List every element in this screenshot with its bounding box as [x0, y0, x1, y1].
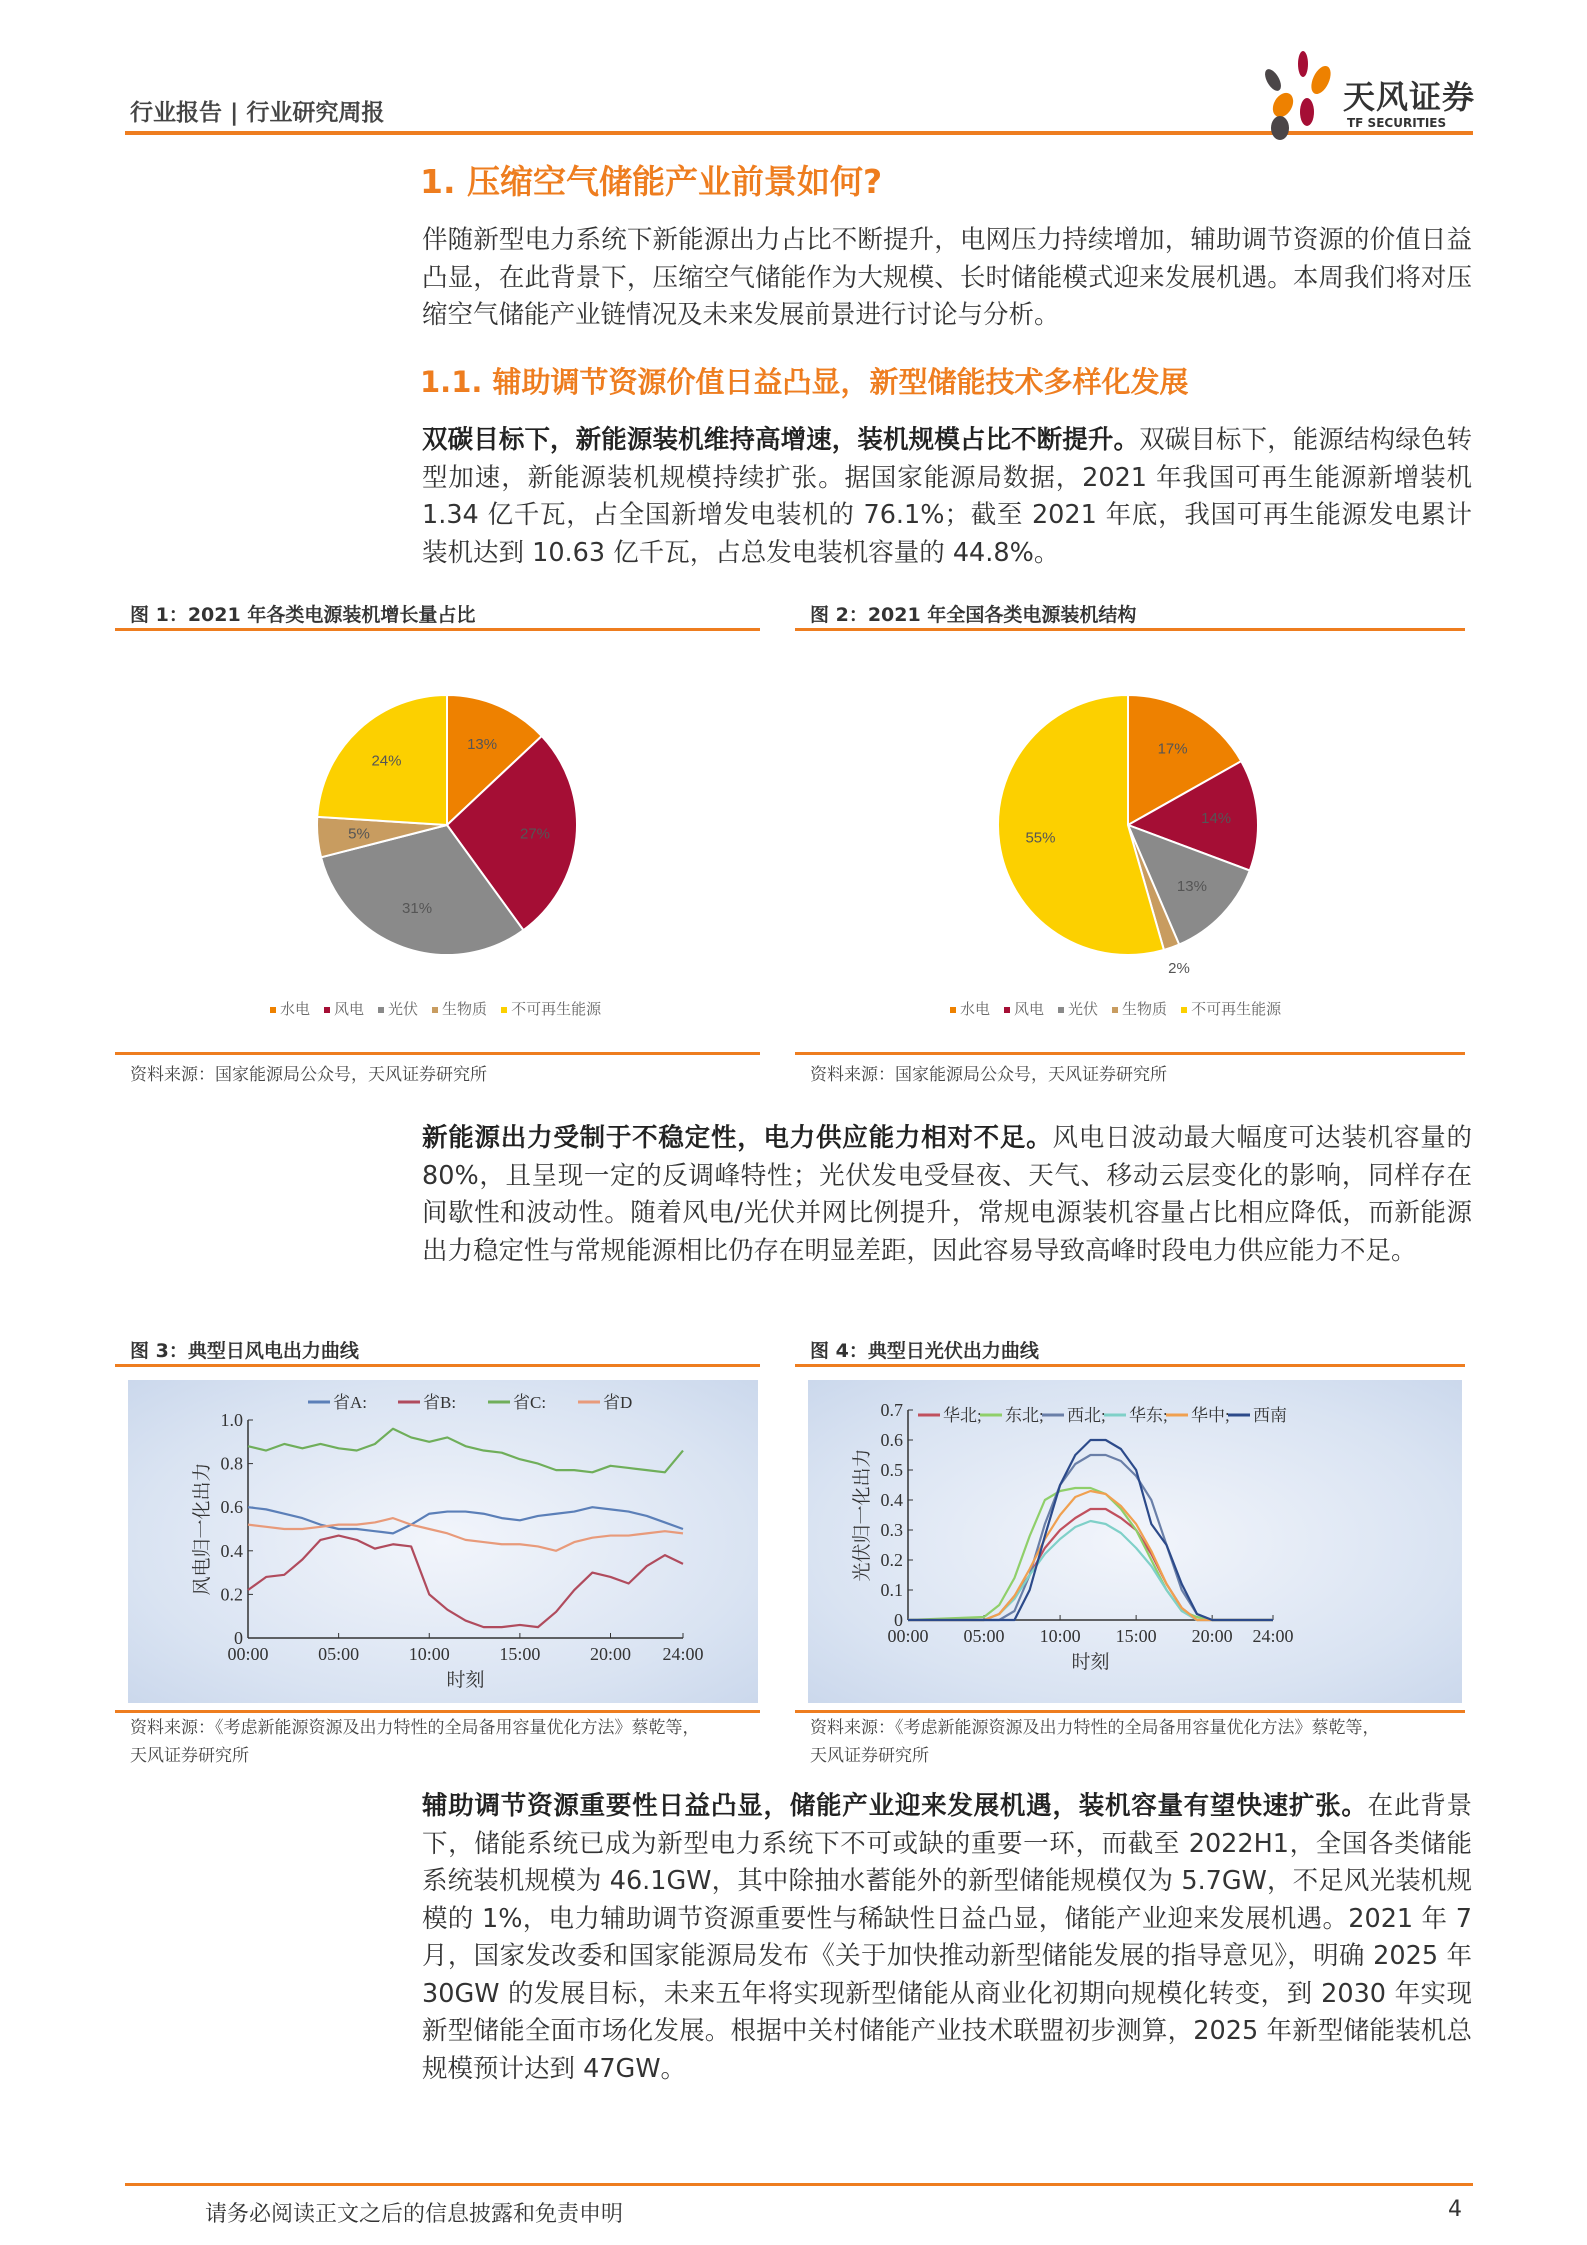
pie-data-label: 5%: [348, 825, 370, 843]
pie-data-label: 24%: [371, 752, 402, 770]
legend-label: 西南: [1253, 1406, 1287, 1425]
source-line-2: 天风证券研究所: [130, 1746, 249, 1766]
pie-data-label: 17%: [1157, 740, 1188, 758]
pie-data-label: 55%: [1025, 829, 1056, 847]
figure1-source: 资料来源：国家能源局公众号，天风证券研究所: [130, 1065, 487, 1085]
legend-swatch: [324, 1007, 330, 1013]
y-tick-label: 1.0: [220, 1410, 243, 1430]
x-tick-label: 05:00: [963, 1626, 1005, 1646]
figure1-pie-chart: [115, 640, 760, 1040]
source-line-2: 天风证券研究所: [810, 1746, 929, 1766]
y-tick-label: 0.8: [220, 1453, 243, 1474]
x-tick-label: 15:00: [499, 1644, 541, 1664]
figure1-top-rule: [115, 628, 760, 631]
figure2-pie-chart: [795, 640, 1465, 1040]
legend-item: 生物质: [432, 998, 487, 1019]
y-tick-label: 0: [234, 1628, 243, 1648]
pie-data-label: 14%: [1201, 810, 1232, 828]
x-tick-label: 05:00: [318, 1644, 360, 1664]
source-line-1: 资料来源：《考虑新能源资源及出力特性的全局备用容量优化方法》蔡乾等，: [810, 1718, 1380, 1738]
y-tick-label: 0.3: [880, 1520, 903, 1540]
x-tick-label: 24:00: [1252, 1626, 1294, 1646]
series-line-华中: [908, 1491, 1273, 1620]
legend-label: 华东;: [1129, 1406, 1168, 1425]
figure4-title: 图 4：典型日光伏出力曲线: [810, 1340, 1039, 1362]
series-line-东北: [908, 1488, 1273, 1620]
legend-label: 省C:: [513, 1393, 547, 1412]
page-number: 4: [1448, 2197, 1462, 2222]
paragraph-body: 双碳目标下，能源结构绿色转型加速，新能源装机规模持续扩张。据国家能源局数据，2021 年我国可再生能源新增装机 1.34 亿千瓦，占全国新增发电装机的 76.1%；截至 2021 年底，我国可再生能源发电累计装机达到 10.63 亿千瓦，占总发电装机容量的 44.8%。: [422, 425, 1472, 568]
series-line-西南: [908, 1440, 1273, 1620]
x-axis-label: 时刻: [1071, 1652, 1110, 1673]
figure3-top-rule: [115, 1364, 760, 1367]
legend-label: 省D: [603, 1393, 633, 1412]
x-tick-label: 00:00: [887, 1626, 929, 1646]
paragraph-storage: [422, 1788, 1472, 2088]
legend-item: 风电: [324, 998, 364, 1019]
figure4-line-chart: [808, 1380, 1462, 1703]
legend-item: 光伏: [378, 998, 418, 1019]
company-logo: [1255, 50, 1475, 140]
figure4-bottom-rule: [795, 1710, 1465, 1713]
figure2-title: 图 2：2021 年全国各类电源装机结构: [810, 604, 1137, 626]
x-tick-label: 00:00: [227, 1644, 269, 1664]
x-axis-label: 时刻: [446, 1670, 485, 1691]
legend-swatch: [1058, 1007, 1064, 1013]
figure1-title: 图 1：2021 年各类电源装机增长量占比: [130, 604, 476, 626]
logo-petals-icon: [1255, 50, 1340, 140]
legend-item: 生物质: [1112, 998, 1167, 1019]
legend-item: 不可再生能源: [501, 998, 601, 1019]
figure1-bottom-rule: [115, 1052, 760, 1055]
figure2-bottom-rule: [795, 1052, 1465, 1055]
figure2-source: 资料来源：国家能源局公众号，天风证券研究所: [810, 1065, 1167, 1085]
y-axis-label: 光伏归一化出力: [852, 1448, 873, 1582]
legend-swatch: [270, 1007, 276, 1013]
legend-label: 东北;: [1005, 1406, 1044, 1425]
paragraph-lead: 辅助调节资源重要性日益凸显，储能产业迎来发展机遇，装机容量有望快速扩张。: [422, 1791, 1368, 1821]
figure2-legend: [950, 998, 1281, 1019]
legend-label: 华北;: [943, 1406, 982, 1425]
legend-swatch: [432, 1007, 438, 1013]
subsection-heading: 1.1. 辅助调节资源价值日益凸显，新型储能技术多样化发展: [420, 365, 1189, 399]
series-line-华北: [908, 1509, 1273, 1620]
paragraph-instability: [422, 1120, 1472, 1270]
legend-swatch: [501, 1007, 507, 1013]
figure4-source: [810, 1714, 1380, 1770]
legend-label: 省B:: [423, 1393, 457, 1412]
legend-swatch: [378, 1007, 384, 1013]
x-tick-label: 15:00: [1115, 1626, 1157, 1646]
y-tick-label: 0.5: [880, 1460, 903, 1480]
y-tick-label: 0.4: [880, 1490, 903, 1510]
legend-item: 风电: [1004, 998, 1044, 1019]
legend-swatch: [1181, 1007, 1187, 1013]
legend-item: 光伏: [1058, 998, 1098, 1019]
footer-disclaimer: 请务必阅读正文之后的信息披露和免责申明: [205, 2202, 624, 2227]
paragraph-capacity: [422, 422, 1472, 572]
legend-swatch: [1004, 1007, 1010, 1013]
figure2-top-rule: [795, 628, 1465, 631]
pie-data-label: 13%: [1176, 878, 1207, 896]
y-tick-label: 0.6: [220, 1497, 243, 1518]
x-tick-label: 20:00: [1191, 1626, 1233, 1646]
legend-swatch: [950, 1007, 956, 1013]
legend-label: 华中;: [1191, 1406, 1230, 1425]
legend-label: 省A:: [333, 1393, 367, 1412]
figure1-legend: [270, 998, 601, 1019]
legend-item: 不可再生能源: [1181, 998, 1281, 1019]
legend-swatch: [1112, 1007, 1118, 1013]
paragraph-lead: 新能源出力受制于不稳定性，电力供应能力相对不足。: [422, 1123, 1053, 1153]
report-category: 行业报告 | 行业研究周报: [130, 100, 385, 126]
figure3-source: [130, 1714, 700, 1770]
series-line-省A: [248, 1507, 683, 1533]
logo-text-cn: 天风证券: [1343, 78, 1476, 116]
paragraph-body: 在此背景下，储能系统已成为新型电力系统下不可或缺的重要一环，而截至 2022H1，全国各类储能系统装机规模为 46.1GW，其中除抽水蓄能外的新型储能规模仅为 5.7GW，不足风光装机规模的 1%，电力辅助调节资源重要性与稀缺性日益凸显，储能产业迎来发展机遇。2021 年 7 月，国家发改委和国家能源局发布《关于加快推动新型储能发展的指导意见》，明确 2025 年 30GW 的发展目标，未来五年将实现新型储能从商业化初期向规模化转变，到 2030 年实现新型储能全面市场化发展。根据中关村储能产业技术联盟初步测算，2025 年新型储能装机总规模预计达到 47GW。: [422, 1791, 1472, 2084]
x-tick-label: 10:00: [1039, 1626, 1081, 1646]
legend-item: 水电: [270, 998, 310, 1019]
paragraph-body: 风电日波动最大幅度可达装机容量的 80%，且呈现一定的反调峰特性；光伏发电受昼夜、天气、移动云层变化的影响，同样存在间歇性和波动性。随着风电/光伏并网比例提升，常规电源装机容量占比相应降低，而新能源出力稳定性与常规能源相比仍存在明显差距，因此容易导致高峰时段电力供应能力不足。: [422, 1123, 1472, 1266]
series-line-省B: [248, 1536, 683, 1628]
legend-item: 水电: [950, 998, 990, 1019]
pie-data-label: 31%: [402, 900, 433, 918]
series-line-省C: [248, 1429, 683, 1473]
figure3-bottom-rule: [115, 1710, 760, 1713]
x-tick-label: 24:00: [662, 1644, 704, 1664]
figure4-top-rule: [795, 1364, 1465, 1367]
logo-text-en: TF SECURITIES: [1347, 116, 1447, 130]
section-heading: 1. 压缩空气储能产业前景如何?: [420, 162, 883, 201]
y-tick-label: 0.6: [880, 1430, 903, 1450]
y-tick-label: 0.1: [880, 1580, 903, 1600]
source-line-1: 资料来源：《考虑新能源资源及出力特性的全局备用容量优化方法》蔡乾等，: [130, 1718, 700, 1738]
y-axis-label: 风电归一化出力: [192, 1462, 213, 1596]
y-tick-label: 0.2: [220, 1584, 243, 1605]
pie-data-label: 13%: [467, 735, 498, 753]
y-tick-label: 0.4: [220, 1540, 243, 1561]
x-tick-label: 20:00: [589, 1644, 632, 1664]
y-tick-label: 0.7: [880, 1400, 903, 1420]
series-line-华东: [908, 1521, 1273, 1620]
intro-paragraph: 伴随新型电力系统下新能源出力占比不断提升，电网压力持续增加，辅助调节资源的价值日益凸显，在此背景下，压缩空气储能作为大规模、长时储能模式迎来发展机遇。本周我们将对压缩空气储能产业链情况及未来发展前景进行讨论与分析。: [422, 225, 1472, 330]
pie-data-label: 2%: [1168, 960, 1190, 978]
figure3-line-chart: [128, 1380, 758, 1703]
y-tick-label: 0.2: [880, 1550, 903, 1570]
legend-label: 西北;: [1067, 1406, 1106, 1425]
figure3-title: 图 3：典型日风电出力曲线: [130, 1340, 359, 1362]
series-line-西北: [908, 1455, 1273, 1620]
y-tick-label: 0: [894, 1610, 903, 1630]
footer-divider: [125, 2183, 1473, 2186]
x-tick-label: 10:00: [408, 1644, 450, 1664]
pie-data-label: 27%: [519, 825, 551, 843]
paragraph-lead: 双碳目标下，新能源装机维持高增速，装机规模占比不断提升。: [422, 425, 1140, 455]
